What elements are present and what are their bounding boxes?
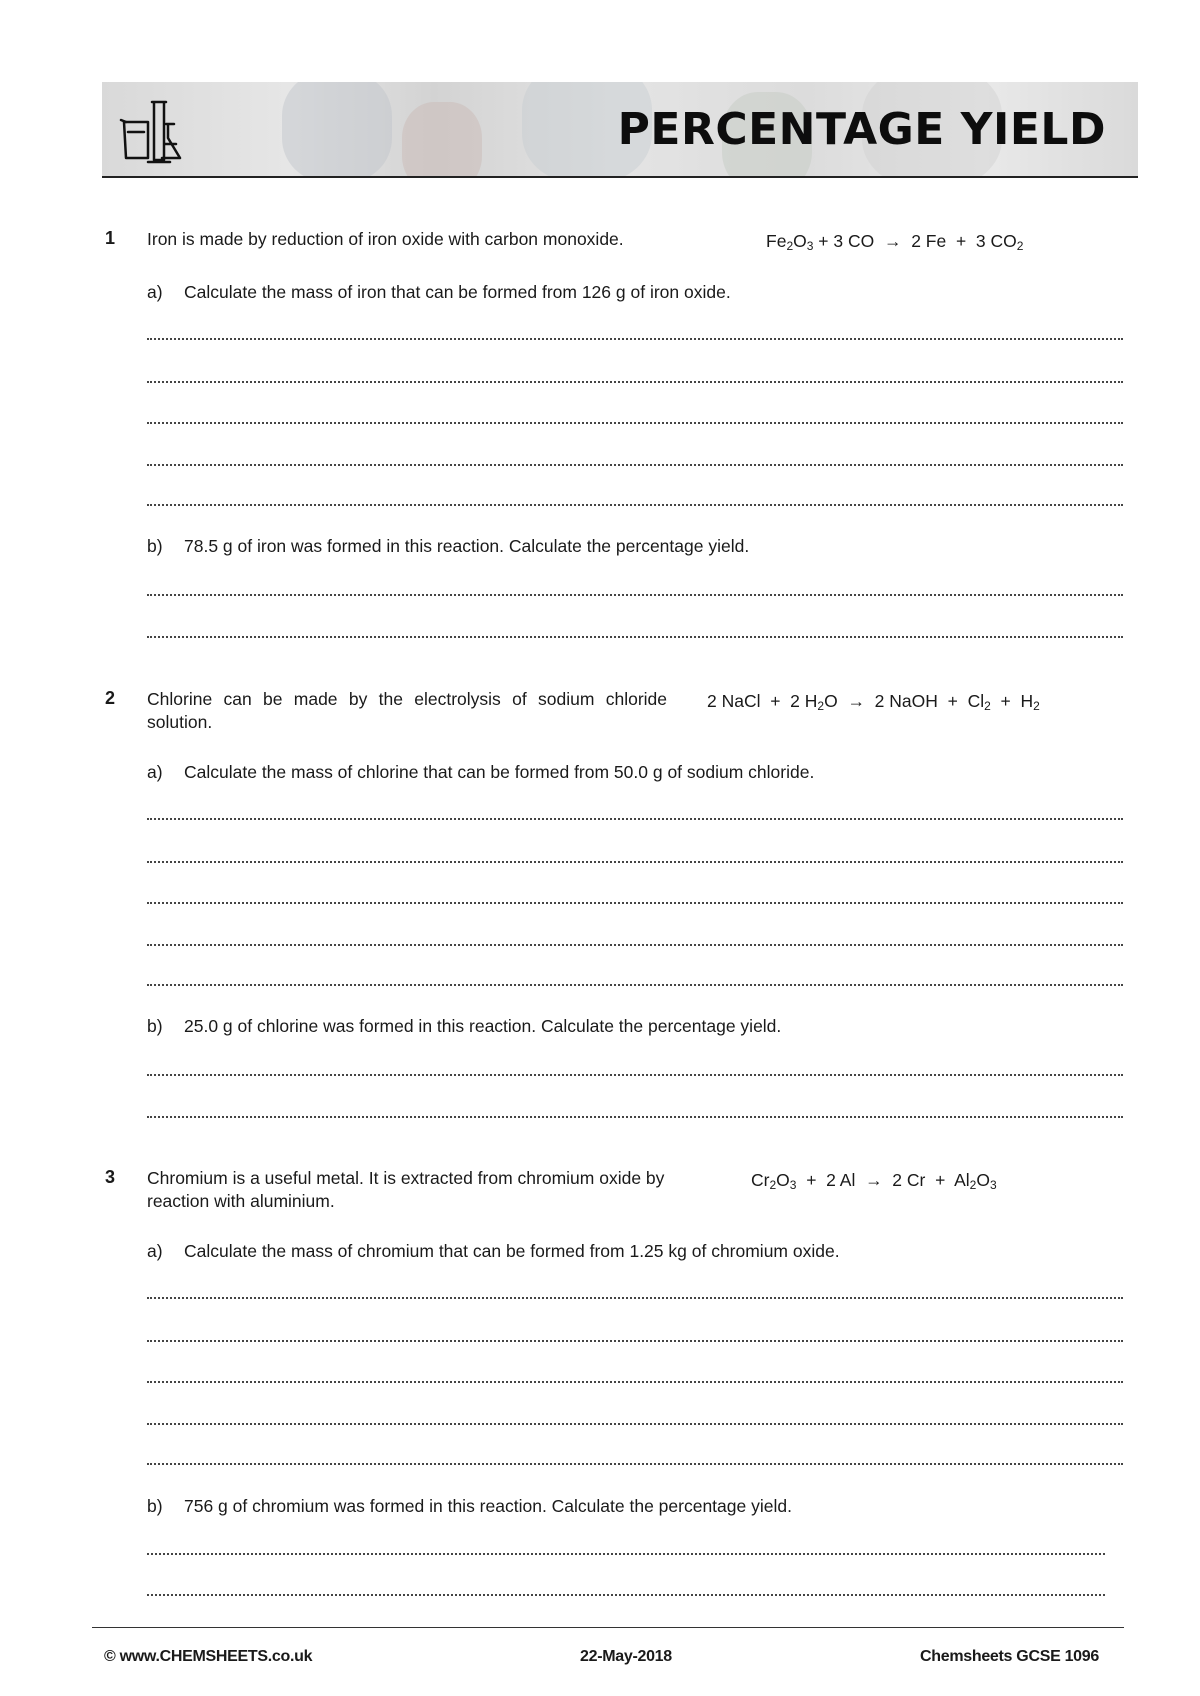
answer-line[interactable]	[147, 464, 1123, 466]
subscript: 3	[989, 1178, 997, 1192]
lab-glassware-icon	[118, 96, 188, 168]
plus-sign: +	[990, 691, 1021, 711]
question-2-text: Chlorine can be made by the electrolysis of sodium chloride solution.	[147, 689, 667, 732]
formula-part: Cl	[967, 691, 985, 711]
formula-part: 3 CO	[833, 231, 875, 251]
plus-sign: +	[796, 1170, 827, 1190]
question-2-number: 2	[105, 688, 116, 708]
plus-sign: +	[760, 691, 791, 711]
arrow-icon: →	[874, 231, 912, 251]
subscript: 2	[769, 1178, 777, 1192]
answer-line[interactable]	[147, 1116, 1123, 1118]
part-text: 25.0 g of chlorine was formed in this reaction. Calculate the percentage yield.	[184, 1016, 782, 1036]
formula-part: O	[793, 231, 807, 251]
formula-part: 2 Fe	[911, 231, 947, 251]
answer-line[interactable]	[147, 594, 1123, 596]
question-1b	[147, 536, 749, 557]
part-letter: a)	[147, 1241, 163, 1261]
answer-line[interactable]	[147, 902, 1123, 904]
answer-line[interactable]	[147, 1423, 1123, 1425]
part-text: 78.5 g of iron was formed in this reaction. Calculate the percentage yield.	[184, 536, 750, 556]
subscript: 3	[789, 1178, 797, 1192]
plus-sign: +	[937, 691, 968, 711]
page-title: PERCENTAGE YIELD	[617, 104, 1106, 155]
subscript: 2	[817, 699, 825, 713]
answer-line[interactable]	[147, 381, 1123, 383]
answer-line[interactable]	[147, 1297, 1123, 1299]
formula-part: 2 NaOH	[874, 691, 938, 711]
question-1-text: Iron is made by reduction of iron oxide with carbon monoxide.	[147, 229, 624, 249]
answer-line[interactable]	[147, 984, 1123, 986]
part-letter: b)	[147, 1016, 163, 1036]
question-3a	[147, 1241, 840, 1262]
answer-line[interactable]	[147, 1594, 1105, 1596]
question-1-equation	[766, 231, 1023, 252]
question-3b	[147, 1496, 792, 1517]
footer-date: 22-May-2018	[580, 1648, 672, 1665]
formula-part: 3 CO	[975, 231, 1017, 251]
answer-line[interactable]	[147, 1553, 1105, 1555]
answer-line[interactable]	[147, 1381, 1123, 1383]
plus-sign: +	[946, 231, 976, 251]
formula-part: 2 NaCl	[707, 691, 761, 711]
formula-part: O	[776, 1170, 790, 1190]
formula-part: 2 Cr	[892, 1170, 926, 1190]
question-3-text: Chromium is a useful metal. It is extracted from chromium oxide by reaction with aluminium.	[147, 1168, 665, 1211]
banner-background-shape	[402, 102, 482, 178]
question-2a	[147, 762, 814, 783]
question-3-equation	[751, 1170, 997, 1191]
arrow-icon: →	[855, 1170, 893, 1190]
footer-sheet-code: Chemsheets GCSE 1096	[920, 1648, 1099, 1665]
footer-divider	[92, 1627, 1124, 1628]
answer-line[interactable]	[147, 944, 1123, 946]
subscript: 2	[969, 1178, 977, 1192]
answer-line[interactable]	[147, 861, 1123, 863]
part-text: Calculate the mass of chromium that can be formed from 1.25 kg of chromium oxide.	[184, 1241, 840, 1261]
question-2-equation	[707, 691, 1040, 712]
answer-line[interactable]	[147, 504, 1123, 506]
answer-line[interactable]	[147, 1074, 1123, 1076]
plus-sign: +	[813, 231, 834, 251]
formula-part: H	[1020, 691, 1034, 711]
answer-line[interactable]	[147, 422, 1123, 424]
answer-line[interactable]	[147, 818, 1123, 820]
question-2b	[147, 1016, 781, 1037]
question-3-number: 3	[105, 1167, 116, 1187]
part-letter: b)	[147, 536, 163, 556]
formula-part: O	[824, 691, 838, 711]
banner-background-shape	[282, 82, 392, 178]
formula-part: Cr	[751, 1170, 770, 1190]
subscript: 2	[1016, 239, 1024, 253]
part-text: Calculate the mass of chlorine that can be formed from 50.0 g of sodium chloride.	[184, 762, 815, 782]
part-letter: a)	[147, 762, 163, 782]
header-banner	[102, 82, 1138, 178]
formula-part: 2 Al	[826, 1170, 856, 1190]
answer-line[interactable]	[147, 338, 1123, 340]
part-letter: b)	[147, 1496, 163, 1516]
part-text: Calculate the mass of iron that can be formed from 126 g of iron oxide.	[184, 282, 731, 302]
subscript: 2	[984, 699, 991, 713]
subscript: 3	[806, 239, 814, 253]
answer-line[interactable]	[147, 1340, 1123, 1342]
footer-copyright: © www.CHEMSHEETS.co.uk	[104, 1648, 313, 1665]
answer-line[interactable]	[147, 636, 1123, 638]
question-1-number: 1	[105, 228, 116, 248]
subscript: 2	[786, 239, 794, 253]
formula-part: Fe	[766, 231, 787, 251]
arrow-icon: →	[837, 691, 875, 711]
formula-part: O	[976, 1170, 990, 1190]
subscript: 2	[1033, 699, 1040, 713]
question-1a	[147, 282, 731, 303]
answer-line[interactable]	[147, 1463, 1123, 1465]
formula-part: 2 H	[790, 691, 818, 711]
part-text: 756 g of chromium was formed in this reaction. Calculate the percentage yield.	[184, 1496, 792, 1516]
part-letter: a)	[147, 282, 163, 302]
formula-part: Al	[954, 1170, 970, 1190]
plus-sign: +	[925, 1170, 955, 1190]
